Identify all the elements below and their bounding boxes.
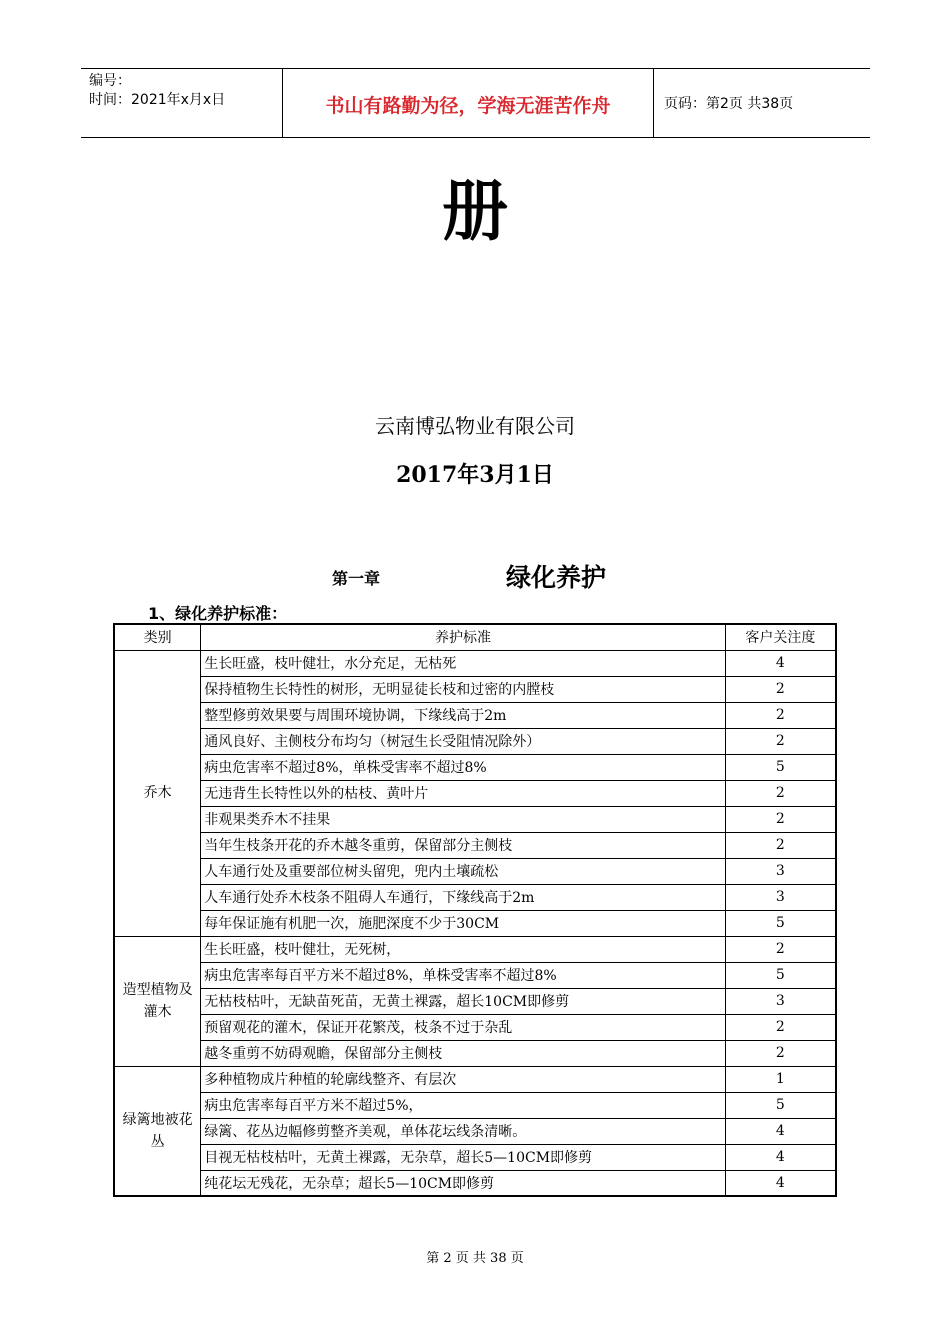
standard-cell: 目视无枯枝枯叶，无黄土裸露，无杂草，超长5—10CM即修剪 [201, 1144, 725, 1170]
page-number-label: 页码：第2页 共38页 [664, 96, 794, 112]
standard-cell: 每年保证施有机肥一次，施肥深度不少于30CM [201, 910, 725, 936]
score-cell: 2 [725, 832, 836, 858]
table-row [114, 1014, 836, 1040]
standard-cell: 当年生枝条开花的乔木越冬重剪，保留部分主侧枝 [201, 832, 725, 858]
table-body [114, 650, 836, 1196]
table-row [114, 1040, 836, 1066]
score-cell: 4 [725, 1170, 836, 1196]
header-category: 类别 [114, 624, 201, 650]
cover-title-char: 册 [442, 173, 508, 250]
score-cell: 2 [725, 806, 836, 832]
number-label: 编号： [89, 73, 131, 89]
score-cell: 1 [725, 1066, 836, 1092]
score-cell: 2 [725, 1014, 836, 1040]
standard-cell: 越冬重剪不妨碍观瞻，保留部分主侧枝 [201, 1040, 725, 1066]
standard-cell: 多种植物成片种植的轮廓线整齐、有层次 [201, 1066, 725, 1092]
score-cell: 5 [725, 754, 836, 780]
score-cell: 2 [725, 936, 836, 962]
table-row [114, 728, 836, 754]
table-row [114, 962, 836, 988]
score-cell: 4 [725, 1118, 836, 1144]
score-cell: 4 [725, 650, 836, 676]
standard-cell: 非观果类乔木不挂果 [201, 806, 725, 832]
score-cell: 4 [725, 1144, 836, 1170]
table-row [114, 1170, 836, 1196]
standard-cell: 无违背生长特性以外的枯枝、黄叶片 [201, 780, 725, 806]
standard-cell: 整型修剪效果要与周围环境协调，下缘线高于2m [201, 702, 725, 728]
greening-standards-table [113, 623, 837, 1197]
score-cell: 2 [725, 702, 836, 728]
chapter-title: 绿化养护 [506, 563, 607, 592]
table-row [114, 754, 836, 780]
standard-cell: 生长旺盛，枝叶健壮，无死树， [201, 936, 725, 962]
table-row [114, 858, 836, 884]
table-row [114, 1144, 836, 1170]
score-cell: 5 [725, 962, 836, 988]
score-cell: 5 [725, 1092, 836, 1118]
standard-cell: 病虫危害率每百平方米不超过5%， [201, 1092, 725, 1118]
standard-cell: 病虫危害率不超过8%，单株受害率不超过8% [201, 754, 725, 780]
table-row [114, 936, 836, 962]
table-row [114, 702, 836, 728]
score-cell: 5 [725, 910, 836, 936]
standard-cell: 生长旺盛，枝叶健壮，水分充足，无枯死 [201, 650, 725, 676]
standard-cell: 无枯枝枯叶，无缺苗死苗，无黄土裸露，超长10CM即修剪 [201, 988, 725, 1014]
table-row [114, 832, 836, 858]
standard-cell: 人车通行处及重要部位树头留兜，兜内土壤疏松 [201, 858, 725, 884]
table-row [114, 884, 836, 910]
table-row [114, 806, 836, 832]
score-cell: 3 [725, 988, 836, 1014]
page-header [81, 68, 870, 138]
score-cell: 2 [725, 1040, 836, 1066]
standard-cell: 纯花坛无残花，无杂草；超长5—10CM即修剪 [201, 1170, 725, 1196]
page-footer: 第 2 页 共 38 页 [426, 1251, 524, 1266]
standard-cell: 通风良好、主侧枝分布均匀（树冠生长受阻情况除外） [201, 728, 725, 754]
table-header-row [114, 624, 836, 650]
standard-cell: 人车通行处乔木枝条不阻碍人车通行，下缘线高于2m [201, 884, 725, 910]
standard-cell: 保持植物生长特性的树形，无明显徒长枝和过密的内膛枝 [201, 676, 725, 702]
table-row [114, 1092, 836, 1118]
section-title: 1、绿化养护标准： [148, 604, 288, 623]
score-cell: 3 [725, 858, 836, 884]
chapter-label: 第一章 [332, 569, 381, 588]
standard-cell: 病虫危害率每百平方米不超过8%，单株受害率不超过8% [201, 962, 725, 988]
time-label: 时间：2021年x月x日 [89, 92, 226, 108]
standard-cell: 绿篱、花丛边幅修剪整齐美观，单体花坛线条清晰。 [201, 1118, 725, 1144]
standard-cell: 预留观花的灌木，保证开花繁茂，枝条不过于杂乱 [201, 1014, 725, 1040]
category-cell: 乔木 [114, 650, 201, 936]
document-date: 2017年3月1日 [396, 462, 554, 488]
score-cell: 2 [725, 780, 836, 806]
table-row [114, 650, 836, 676]
header-standard: 养护标准 [201, 624, 725, 650]
score-cell: 2 [725, 728, 836, 754]
table-row [114, 1066, 836, 1092]
table-row [114, 1118, 836, 1144]
header-motto-cell [282, 69, 654, 137]
table-row [114, 676, 836, 702]
table-header [114, 624, 836, 650]
table-row [114, 910, 836, 936]
company-name: 云南博弘物业有限公司 [375, 414, 575, 438]
category-cell: 造型植物及灌木 [114, 936, 201, 1066]
table-row [114, 988, 836, 1014]
header-meta [81, 69, 282, 137]
score-cell: 2 [725, 676, 836, 702]
motto-text: 书山有路勤为径，学海无涯苦作舟 [325, 95, 611, 117]
score-cell: 3 [725, 884, 836, 910]
table-row [114, 780, 836, 806]
category-cell: 绿篱地被花丛 [114, 1066, 201, 1196]
header-score: 客户关注度 [725, 624, 836, 650]
